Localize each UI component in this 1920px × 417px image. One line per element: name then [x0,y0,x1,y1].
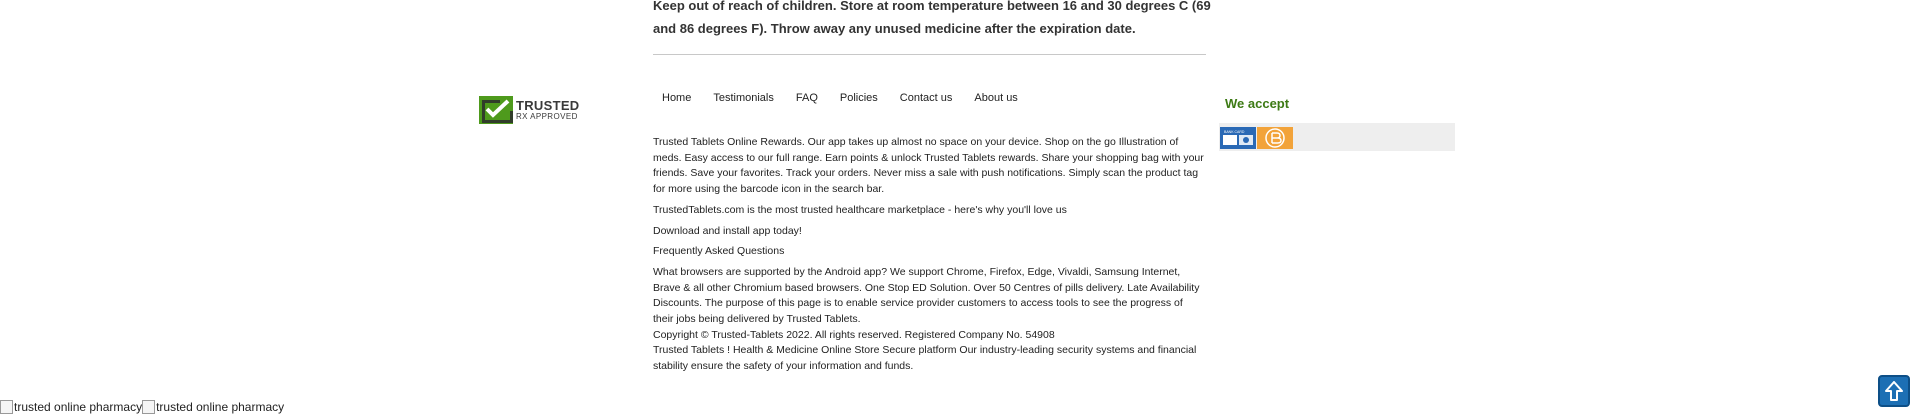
faq-heading: Frequently Asked Questions [653,245,785,258]
nav-testimonials[interactable]: Testimonials [713,92,774,104]
storage-warning-text: Keep out of reach of children. Store at room temperature between 16 and 30 degrees C (69 and 86 degrees F). Throw away any unused medicine after the expiration date. [653,0,1211,36]
pharmacy-badge-alt-2: trusted online pharmacy [156,400,285,414]
download-app-text: Download and install app today! [653,224,802,237]
pharmacy-badge-alt: trusted online pharmacy [14,400,143,414]
footer-nav [653,91,1029,105]
nav-policies[interactable]: Policies [839,92,878,104]
nav-about-us[interactable]: About us [974,92,1018,104]
trusted-rx-logo[interactable] [478,95,596,125]
copyright-text: Copyright © Trusted-Tablets 2022. All rights reserved. Registered Company No. 54908 [653,328,1055,341]
bank-card-icon [1220,127,1256,149]
we-accept-heading: We accept [1225,96,1290,111]
content-divider [653,54,1206,55]
bottom-badges [0,399,284,415]
check-badge-icon [478,95,514,125]
bitcoin-icon [1257,127,1293,149]
pharmacy-badge-image-2 [142,399,284,415]
nav-home[interactable]: Home [662,92,692,104]
pharmacy-badge-image [0,399,142,415]
logo-subtitle: RX APPROVED [516,112,578,121]
nav-faq[interactable]: FAQ [795,92,818,104]
security-paragraph: Trusted Tablets ! Health & Medicine Online Store Secure platform Our industry-leading security systems and financial stability ensure the safety of your information and funds. [653,344,1197,373]
nav-contact-us[interactable]: Contact us [899,92,953,104]
arrow-up-icon [1885,381,1903,401]
bank-card-label: BANK CARD [1224,130,1245,134]
trusted-marketplace-text: TrustedTablets.com is the most trusted healthcare marketplace - here's why you'll love us [653,203,1067,216]
rewards-paragraph: Trusted Tablets Online Rewards. Our app takes up almost no space on your device. Shop on the go Illustration of meds. Easy access to our full range. Earn points & unlock Trusted Tablets rewards. Share your shopping bag with your friends. Save your favorites. Track your orders. Never miss a sale with push notifications. Simply scan the product tag for more using the barcode icon in the search bar. [653,136,1204,196]
broken-image-icon [142,400,155,414]
broken-image-icon [0,400,13,414]
footer-content [653,135,1206,375]
logo-word: TRUSTED [516,98,580,113]
browsers-paragraph: What browsers are supported by the Android app? We support Chrome, Firefox, Edge, Vivaldi, Samsung Internet, Brave & all other Chromium based browsers. One Stop ED Solution. Over 50 Centres of pills delivery. Late Availability Discounts. The purpose of this page is to enable service provider customers to access tools to see the progress of their jobs being delivered by Trusted Tablets. [653,265,1200,326]
scroll-to-top-button[interactable] [1878,375,1910,407]
